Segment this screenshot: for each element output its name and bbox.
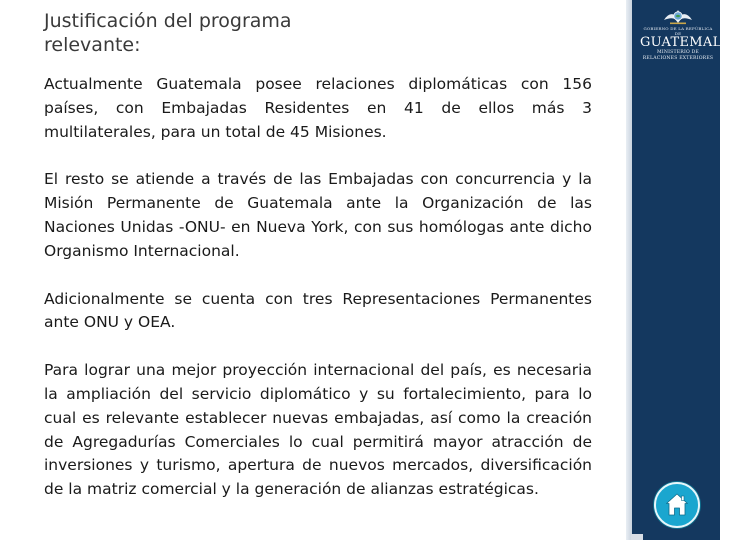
ministry-logo — [640, 6, 731, 62]
corner-mark — [631, 534, 643, 540]
paragraph-permanent-representations: Adicionalmente se cuenta con tres Representaciones Permanentes ante ONU y OEA. — [44, 289, 592, 332]
paragraph-justification: Para lograr una mejor proyección internacional del país, es necesaria la ampliación del servicio diplomático y su fortalecimiento, para lo cual es relevante establecer nuevas embajadas, así como la creación de Agregadurías Comerciales lo cual permitirá mayor atracción de inversiones y turismo, apertura de nuevos mercados, diversificación de la matriz comercial y la generación de alianzas estratégicas. — [44, 361, 592, 499]
sidebar — [632, 0, 731, 540]
home-button[interactable] — [654, 482, 700, 528]
home-icon — [665, 492, 689, 518]
logo-ministry-line-1: MINISTERIO DE — [656, 50, 700, 55]
slide-title — [44, 9, 604, 57]
logo-name: GUATEMALA — [640, 35, 731, 50]
paragraph-concurrency: El resto se atiende a través de las Embajadas con concurrencia y la Misión Permanente de Guatemala ante la Organización de las Naciones Unidas -ONU- en Nueva York, con sus homólogas ante dicho Organismo Internacional. — [44, 170, 592, 260]
slide-title-line-1: Justificación del programa — [44, 10, 292, 32]
slide-title-line-2: relevante: — [44, 34, 141, 56]
slide-body — [44, 73, 592, 502]
logo-ministry-line-2: RELACIONES EXTERIORES — [642, 55, 714, 61]
coat-of-arms-icon — [661, 6, 695, 26]
paragraph-relations: Actualmente Guatemala posee relaciones diplomáticas con 156 países, con Embajadas Residentes en 41 de ellos más 3 multilaterales, para un total de 45 Misiones. — [44, 75, 592, 141]
logo-topline: GOBIERNO DE LA REPÚBLICA DE — [643, 26, 713, 36]
